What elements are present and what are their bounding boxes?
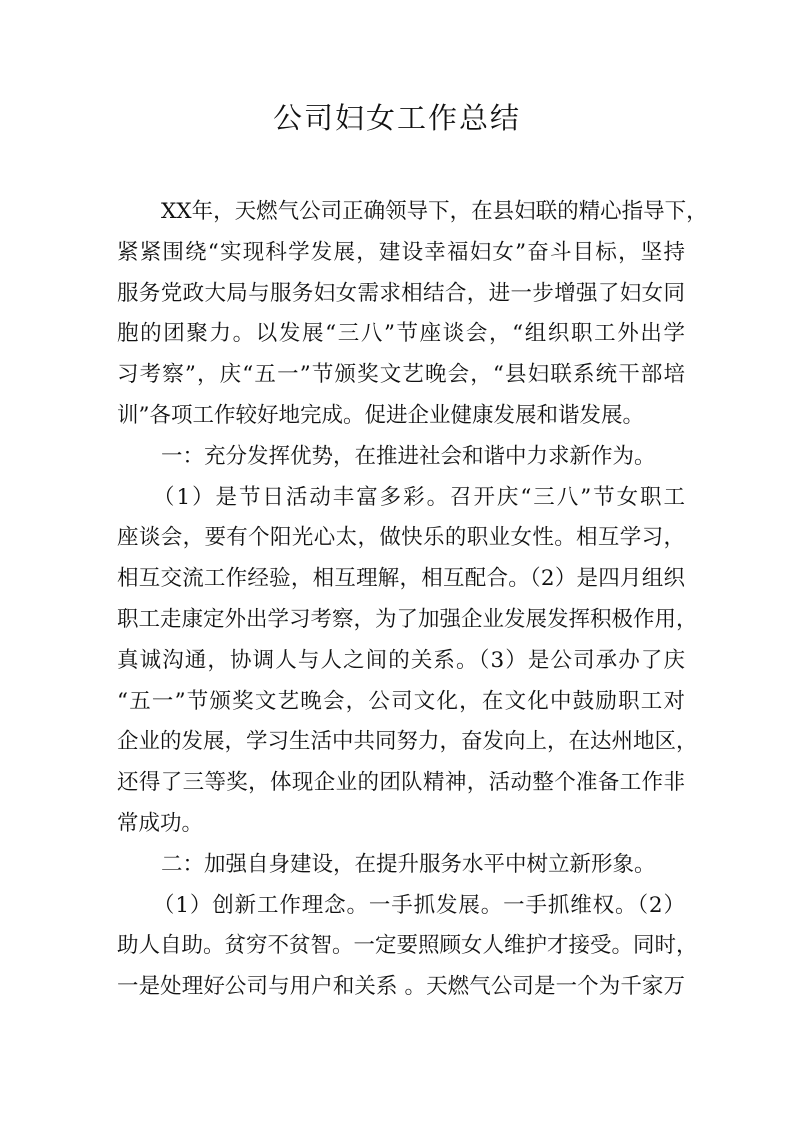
paragraph-line: 企业的发展，学习生活中共同努力，奋发向上，在达州地区， bbox=[117, 729, 698, 755]
paragraph-line: 服务党政大局与服务妇女需求相结合，进一步增强了妇女同 bbox=[117, 280, 685, 306]
paragraph-line: “五一”节颁奖文艺晚会，公司文化，在文化中鼓励职工对 bbox=[117, 688, 685, 714]
section-heading: 一：充分发挥优势，在推进社会和谐中力求新作为。 bbox=[161, 443, 656, 469]
paragraph-line: 相互交流工作经验，相互理解，相互配合。（2）是四月组织 bbox=[117, 566, 685, 592]
paragraph-line: 一是处理好公司与用户和关系 。天燃气公司是一个为千家万 bbox=[117, 974, 685, 1000]
document-body bbox=[117, 192, 708, 1008]
section-heading: 二：加强自身建设，在提升服务水平中树立新形象。 bbox=[161, 851, 656, 877]
paragraph-line: XX年，天燃气公司正确领导下，在县妇联的精心指导下， bbox=[161, 199, 708, 224]
paragraph-line: 还得了三等奖，体现企业的团队精神，活动整个准备工作非 bbox=[117, 770, 685, 796]
paragraph-line: （1）是节日活动丰富多彩。召开庆“三八”节女职工 bbox=[153, 484, 685, 510]
document-title: 公司妇女工作总结 bbox=[272, 101, 521, 135]
paragraph-line: 习考察”，庆“五一”节颁奖文艺晚会，“县妇联系统干部培 bbox=[117, 362, 685, 388]
paragraph-line: 常成功。 bbox=[117, 810, 204, 836]
paragraph-line: 职工走康定外出学习考察，为了加强企业发展发挥积极作用， bbox=[117, 606, 698, 632]
paragraph-line: （1）创新工作理念。一手抓发展。一手抓维权。（2） bbox=[153, 892, 685, 918]
paragraph-line: 胞的团聚力。以发展“三八”节座谈会，“组织职工外出学 bbox=[117, 321, 685, 347]
paragraph-line: 座谈会，要有个阳光心太，做快乐的职业女性。相互学习， bbox=[117, 525, 685, 551]
paragraph-line: 紧紧围绕“实现科学发展，建设幸福妇女”奋斗目标，坚持 bbox=[117, 239, 685, 265]
paragraph-line: 真诚沟通，协调人与人之间的关系。（3）是公司承办了庆 bbox=[117, 647, 685, 673]
paragraph-line: 训”各项工作较好地完成。促进企业健康发展和谐发展。 bbox=[117, 402, 644, 428]
paragraph-line: 助人自助。贫穷不贫智。一定要照顾女人维护才接受。同时， bbox=[117, 933, 698, 959]
